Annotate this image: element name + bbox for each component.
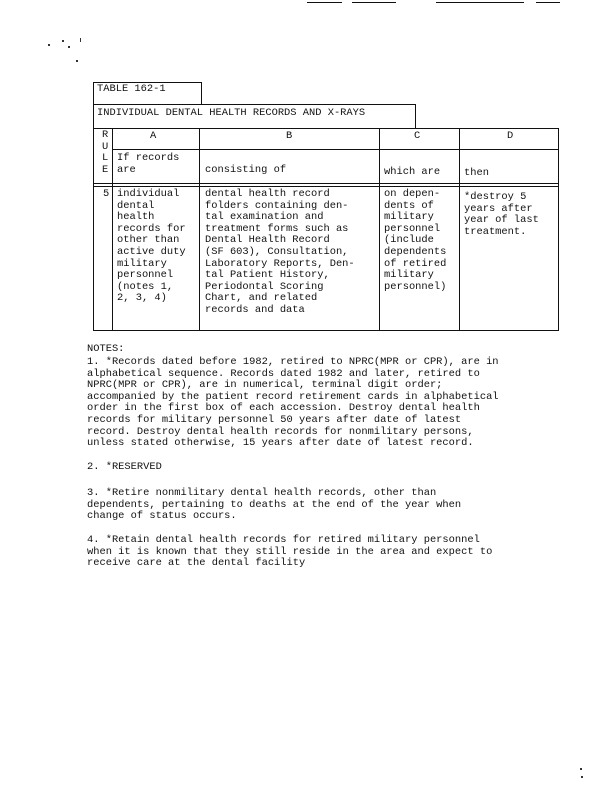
column-d-caption: then [464,167,489,179]
scan-artifact-line [436,2,524,3]
table-border [112,128,113,330]
column-c-letter: C [414,130,421,142]
column-a-caption: If records are [117,152,180,176]
table-border [93,186,559,187]
table-border [199,128,200,330]
column-b-cell: dental health record folders containing den- tal examination and treatment forms such as Dental Health Record (SF 603), Consultation, Laboratory Reports, Den- tal Patient History, Periodontal Scoring Chart, and related records and data [205,188,355,316]
column-b-letter: B [286,130,293,142]
table-border [93,104,416,105]
table-border [112,149,559,150]
column-a-letter: A [150,130,157,142]
table-border [93,128,94,330]
note-2: 2. *RESERVED [87,461,162,473]
note-3: 3. *Retire nonmilitary dental health records, other than dependents, pertaining to deaths at the end of the year when change of status occurs. [87,487,462,523]
table-border [93,82,94,104]
rule-number: 5 [103,188,110,200]
note-4: 4. *Retain dental health records for retired military personnel when it is known that they still reside in the area and expect to receive care at the dental facility [87,534,493,570]
column-c-caption: which are [384,166,441,178]
table-border [93,128,559,129]
table-border [93,104,94,129]
table-border [379,128,380,330]
scan-speck [68,46,70,48]
column-d-cell: *destroy 5 years after year of last treatment. [464,191,539,238]
table-border [459,128,460,330]
table-border [93,330,559,331]
table-border [558,128,559,330]
scan-speck [581,776,583,778]
scan-artifact-line [536,2,560,3]
scan-speck [80,38,81,42]
scan-artifact-line [307,2,342,3]
table-title: INDIVIDUAL DENTAL HEALTH RECORDS AND X-RAYS [97,107,366,119]
column-a-cell: individual dental health records for other than active duty military personnel (notes 1, 2, 3, 4) [117,188,186,305]
column-b-caption: consisting of [205,164,287,176]
table-border [93,183,559,184]
table-border [415,104,416,129]
scan-artifact-line [352,2,396,3]
table-border [201,82,202,104]
note-1: 1. *Records dated before 1982, retired to NPRC(MPR or CPR), are in alphabetical sequence. Records dated 1982 and later, retired to NPRC(MPR or CPR), are in numerical, terminal digit order; accompanied by the patient record retirement cards in alphabetical order in the first box of each accession. Destroy dental health records for military personnel 50 years after date of latest record. Destroy dental health records for nonmilitary persons, unless stated otherwise, 15 years after date of latest record. [87,356,499,450]
rule-column-header: R U L E [102,129,109,176]
scan-speck [62,40,64,42]
column-d-letter: D [507,130,514,142]
notes-heading: NOTES: [87,343,125,355]
scan-speck [580,768,582,770]
column-c-cell: on depen- dents of military personnel (include dependents of retired military personnel) [384,188,447,293]
table-label: TABLE 162-1 [97,83,166,95]
scan-speck [76,60,78,62]
scan-speck [48,44,50,46]
